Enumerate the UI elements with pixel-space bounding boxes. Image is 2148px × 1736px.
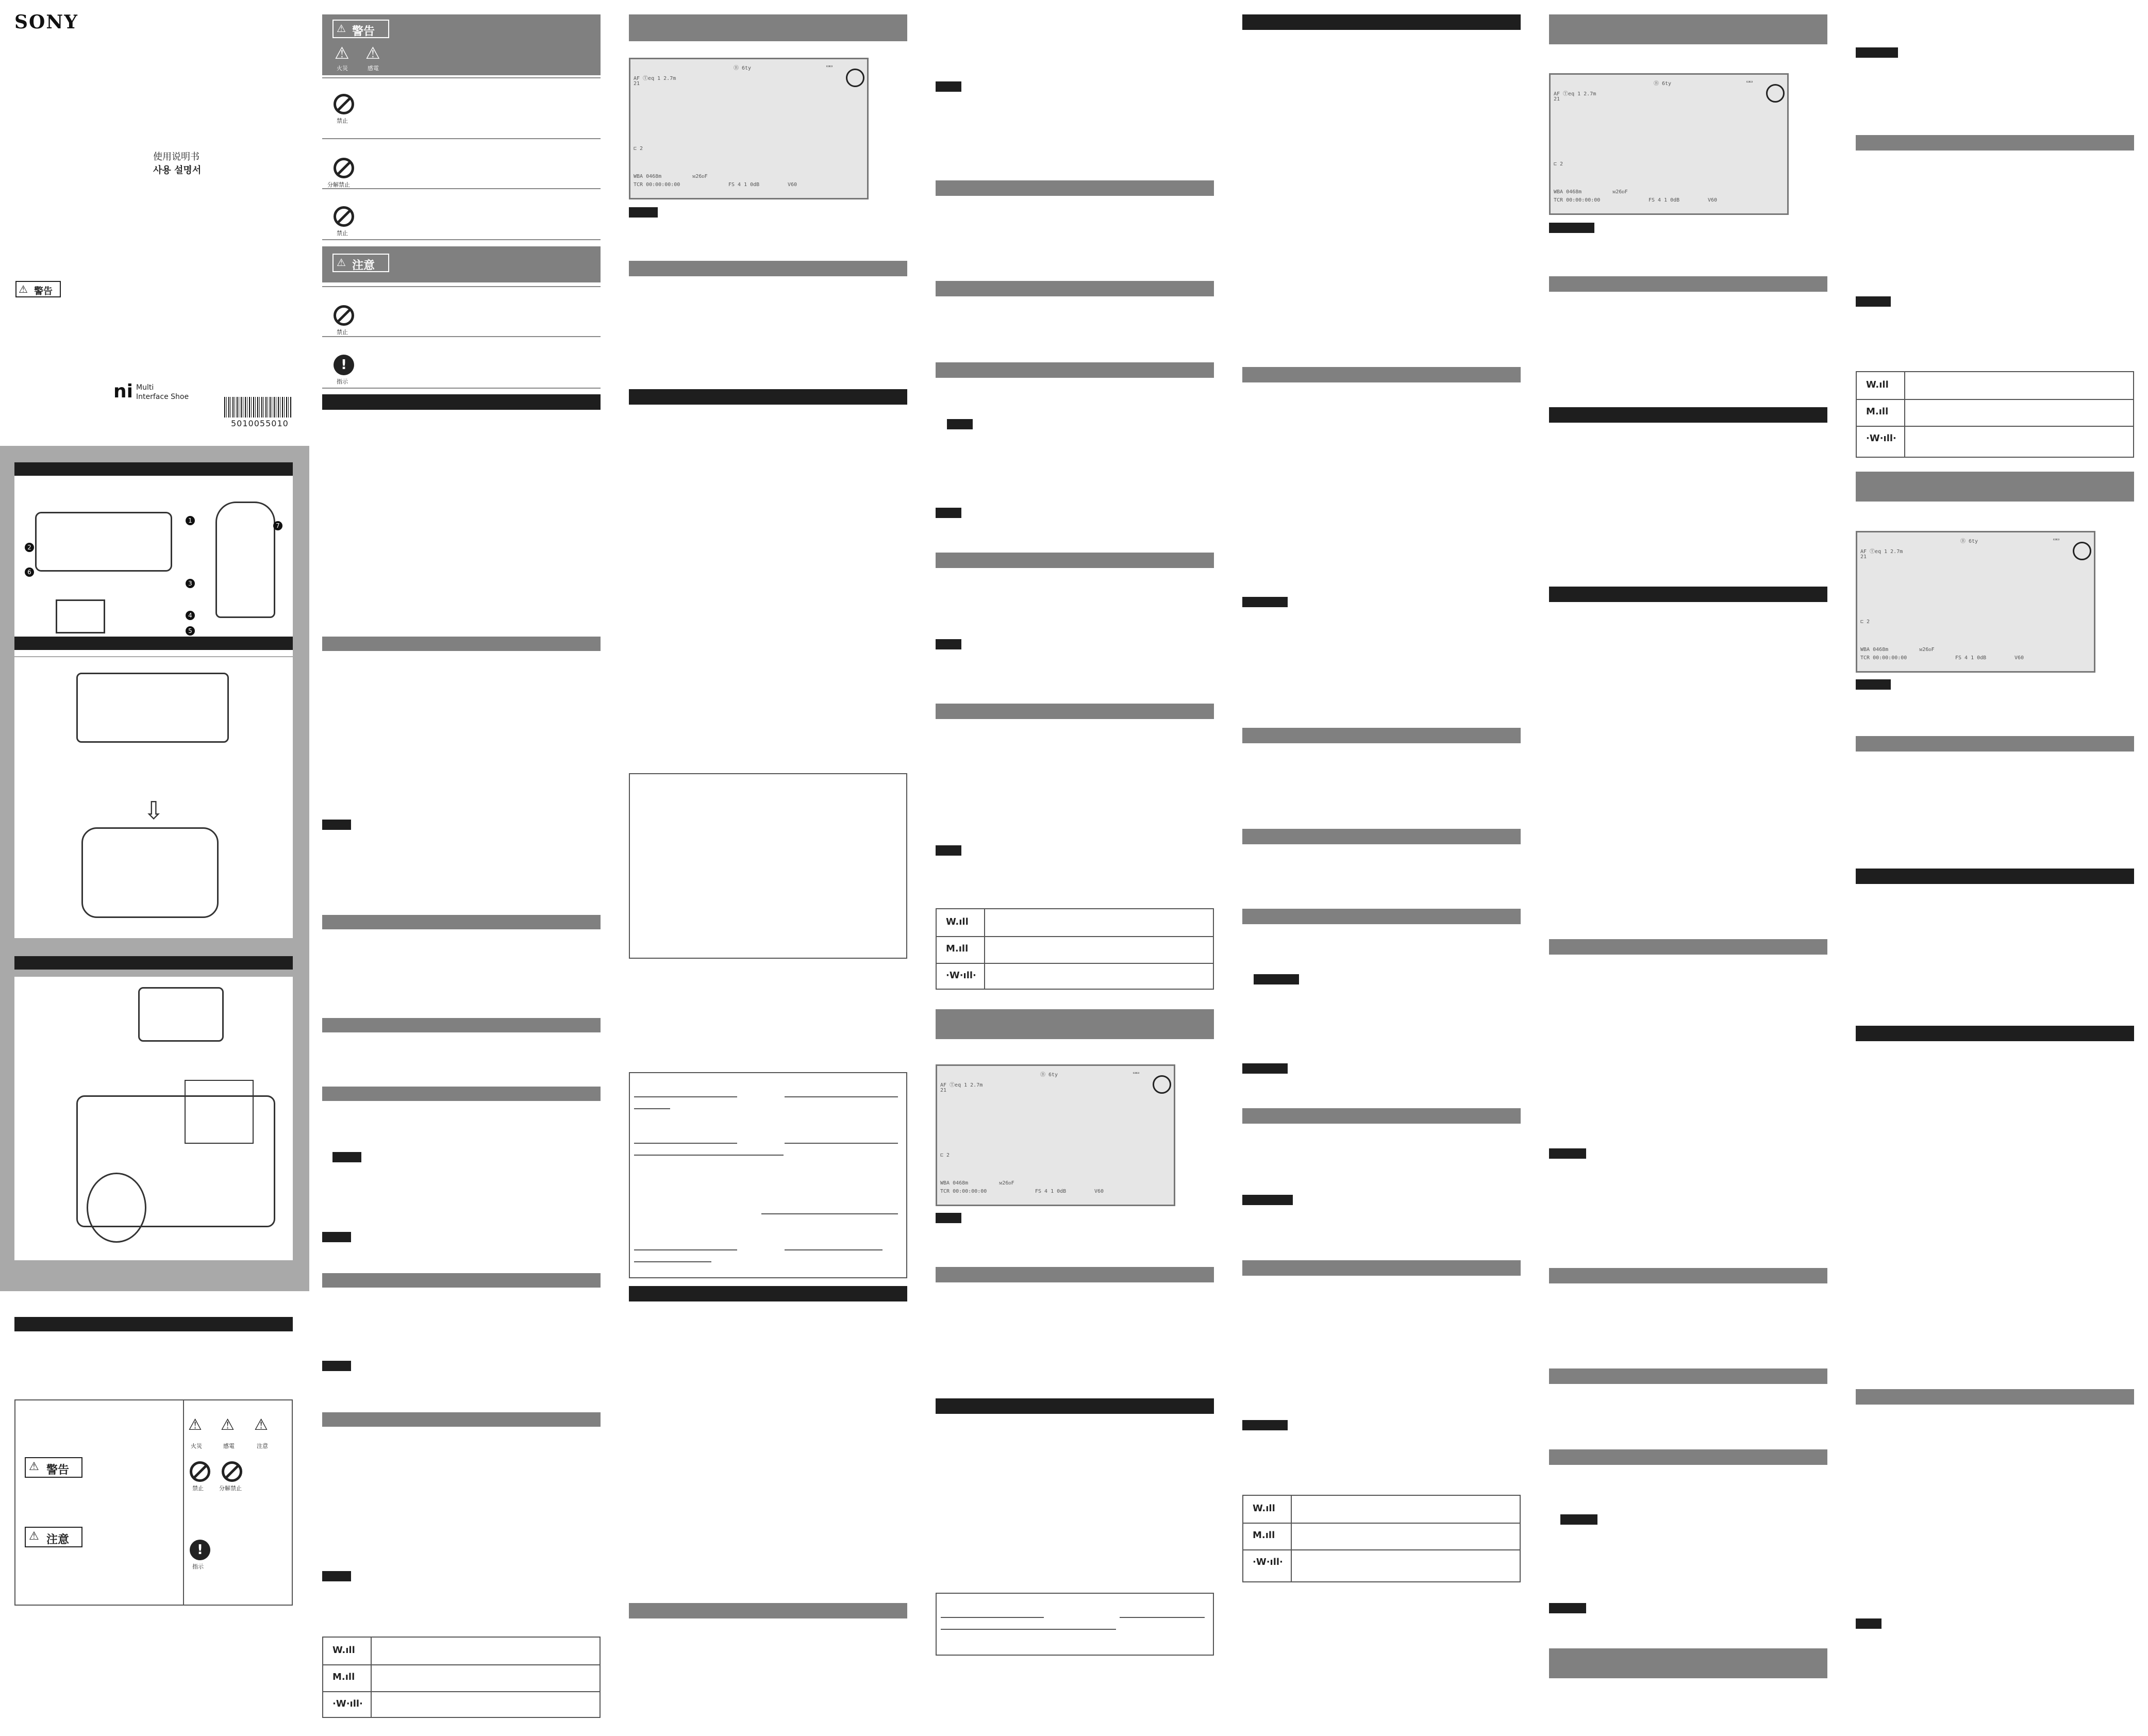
signal-w-blink-icon: ·W·ıll· <box>946 970 976 981</box>
callout-5: 5 <box>186 626 195 636</box>
warranty-box <box>629 1072 907 1278</box>
no-disassemble-icon <box>222 1461 242 1482</box>
shock-icon: ⚠ <box>365 43 380 63</box>
signal-table <box>936 908 1214 990</box>
multi-interface-shoe-logo: ni Multi Interface Shoe <box>113 381 189 402</box>
warning-badge-small: ⚠ 警告 <box>15 281 61 297</box>
lcd-screen-1: AF Ⓣeq 1 2.7m 21 Ⓑ 6ty ▭▭ ⊏ 2 WBA 0468m ᴍ26ᴅF TCR 00:00:00:00 FS 4 1 0dB V60 <box>629 58 869 199</box>
manual-title-kr: 사용 설명서 <box>153 165 202 176</box>
sony-logo: SONY <box>14 11 78 33</box>
column-2: ⚠ 警告 ⚠ 火災 ⚠ 感電 禁止 分解禁止 禁止 ⚠ 注意 禁止 ! 指示 W.ıll M.ıll ·W·ıll· <box>322 0 601 1736</box>
lcd-screen-4: AF Ⓣeq 1 2.7m 21 Ⓑ 6ty ▭▭ ⊏ 2 WBA 0468m ᴍ26ᴅF TCR 00:00:00:00 FS 4 1 0dB V60 <box>1856 531 2095 673</box>
callout-7: 7 <box>273 521 282 530</box>
signal-w-blink-icon: ·W·ıll· <box>1253 1557 1283 1567</box>
signal-m-icon: M.ıll <box>1253 1530 1275 1541</box>
warning-header: ⚠ 警告 ⚠ 火災 ⚠ 感電 <box>322 14 601 75</box>
column-4 <box>936 0 1214 1736</box>
fire-icon: ⚠ <box>335 43 349 63</box>
highlight-circle <box>1766 84 1785 103</box>
column-1 <box>0 0 309 1736</box>
figure-attach <box>14 657 293 938</box>
instruction-icon: ! <box>334 355 354 375</box>
shock-icon: ⚠ <box>221 1416 235 1434</box>
illustration-panel <box>0 446 309 1291</box>
legend-caution-badge: ⚠ 注意 <box>25 1527 82 1547</box>
highlight-circle <box>846 69 864 87</box>
callout-1: 1 <box>186 516 195 525</box>
lcd-screen-3: AF Ⓣeq 1 2.7m 21 Ⓑ 6ty ▭▭ ⊏ 2 WBA 0468m ᴍ26ᴅF TCR 00:00:00:00 FS 4 1 0dB V60 <box>1549 73 1789 215</box>
highlight-circle <box>1153 1075 1171 1094</box>
detail-inset <box>185 1080 254 1144</box>
fire-icon: ⚠ <box>188 1416 202 1434</box>
column-3 <box>629 0 907 1736</box>
mi-logo-icon: ni <box>113 381 133 402</box>
column-5 <box>1242 0 1521 1736</box>
figure-camera <box>14 977 293 1260</box>
signal-table <box>1242 1495 1521 1582</box>
receiver-drawing <box>81 827 219 918</box>
highlight-circle <box>2073 542 2091 560</box>
callout-2: 2 <box>25 543 34 552</box>
warning-triangle-icon: ⚠ <box>29 1460 39 1473</box>
receiver-rear-drawing <box>215 502 275 618</box>
callout-3: 3 <box>186 579 195 588</box>
legend-warning-badge: ⚠ 警告 <box>25 1457 82 1478</box>
instruction-icon: ! <box>190 1540 210 1560</box>
prohibit-icon <box>334 94 354 114</box>
caution-badge: ⚠ 注意 <box>332 254 389 272</box>
lens-drawing <box>87 1173 146 1243</box>
caution-icon: ⚠ <box>254 1416 268 1434</box>
no-disassemble-icon <box>334 158 354 178</box>
signal-w-icon: W.ıll <box>946 916 969 927</box>
symbol-legend: ⚠ 警告 ⚠ 注意 ⚠ 火災 ⚠ 感電 ⚠ 注意 禁止 分解禁止 ! 指示 <box>14 1399 293 1606</box>
notice-box-2 <box>936 1593 1214 1656</box>
signal-w-icon: W.ıll <box>1866 379 1889 390</box>
signal-w-blink-icon: ·W·ıll· <box>332 1698 363 1709</box>
notice-box-1 <box>629 773 907 959</box>
adapter-drawing <box>76 673 229 743</box>
figure-parts <box>14 476 293 656</box>
signal-table <box>322 1637 601 1718</box>
warning-triangle-icon: ⚠ <box>19 283 28 295</box>
callout-4: 4 <box>186 611 195 620</box>
signal-m-icon: M.ıll <box>946 943 969 954</box>
down-arrow-icon: ⇩ <box>143 796 164 825</box>
signal-w-blink-icon: ·W·ıll· <box>1866 433 1896 444</box>
column-7 <box>1856 0 2134 1736</box>
warning-triangle-icon: ⚠ <box>337 22 346 35</box>
barcode <box>224 397 291 418</box>
signal-m-icon: M.ıll <box>332 1672 355 1682</box>
caution-header <box>322 246 601 282</box>
adapter-body-drawing <box>35 512 172 572</box>
adapter-foot-drawing <box>56 599 105 633</box>
prohibit-icon <box>190 1461 210 1482</box>
barcode-number: 5010055010 <box>231 419 289 428</box>
caution-triangle-icon: ⚠ <box>29 1530 39 1543</box>
signal-w-icon: W.ıll <box>332 1645 355 1656</box>
caution-triangle-icon: ⚠ <box>337 256 346 269</box>
signal-m-icon: M.ıll <box>1866 406 1889 417</box>
adapter-top-drawing <box>138 987 224 1042</box>
lcd-screen-2: AF Ⓣeq 1 2.7m 21 Ⓑ 6ty ▭▭ ⊏ 2 WBA 0468m ᴍ26ᴅF TCR 00:00:00:00 FS 4 1 0dB V60 <box>936 1064 1175 1206</box>
prohibit-icon <box>334 206 354 227</box>
signal-table <box>1856 371 2134 458</box>
column-6 <box>1549 0 1827 1736</box>
manual-title-cn: 使用说明书 <box>153 152 199 162</box>
signal-w-icon: W.ıll <box>1253 1503 1275 1514</box>
warning-badge: ⚠ 警告 <box>332 20 389 38</box>
callout-6: 6 <box>25 567 34 577</box>
prohibit-icon <box>334 305 354 326</box>
